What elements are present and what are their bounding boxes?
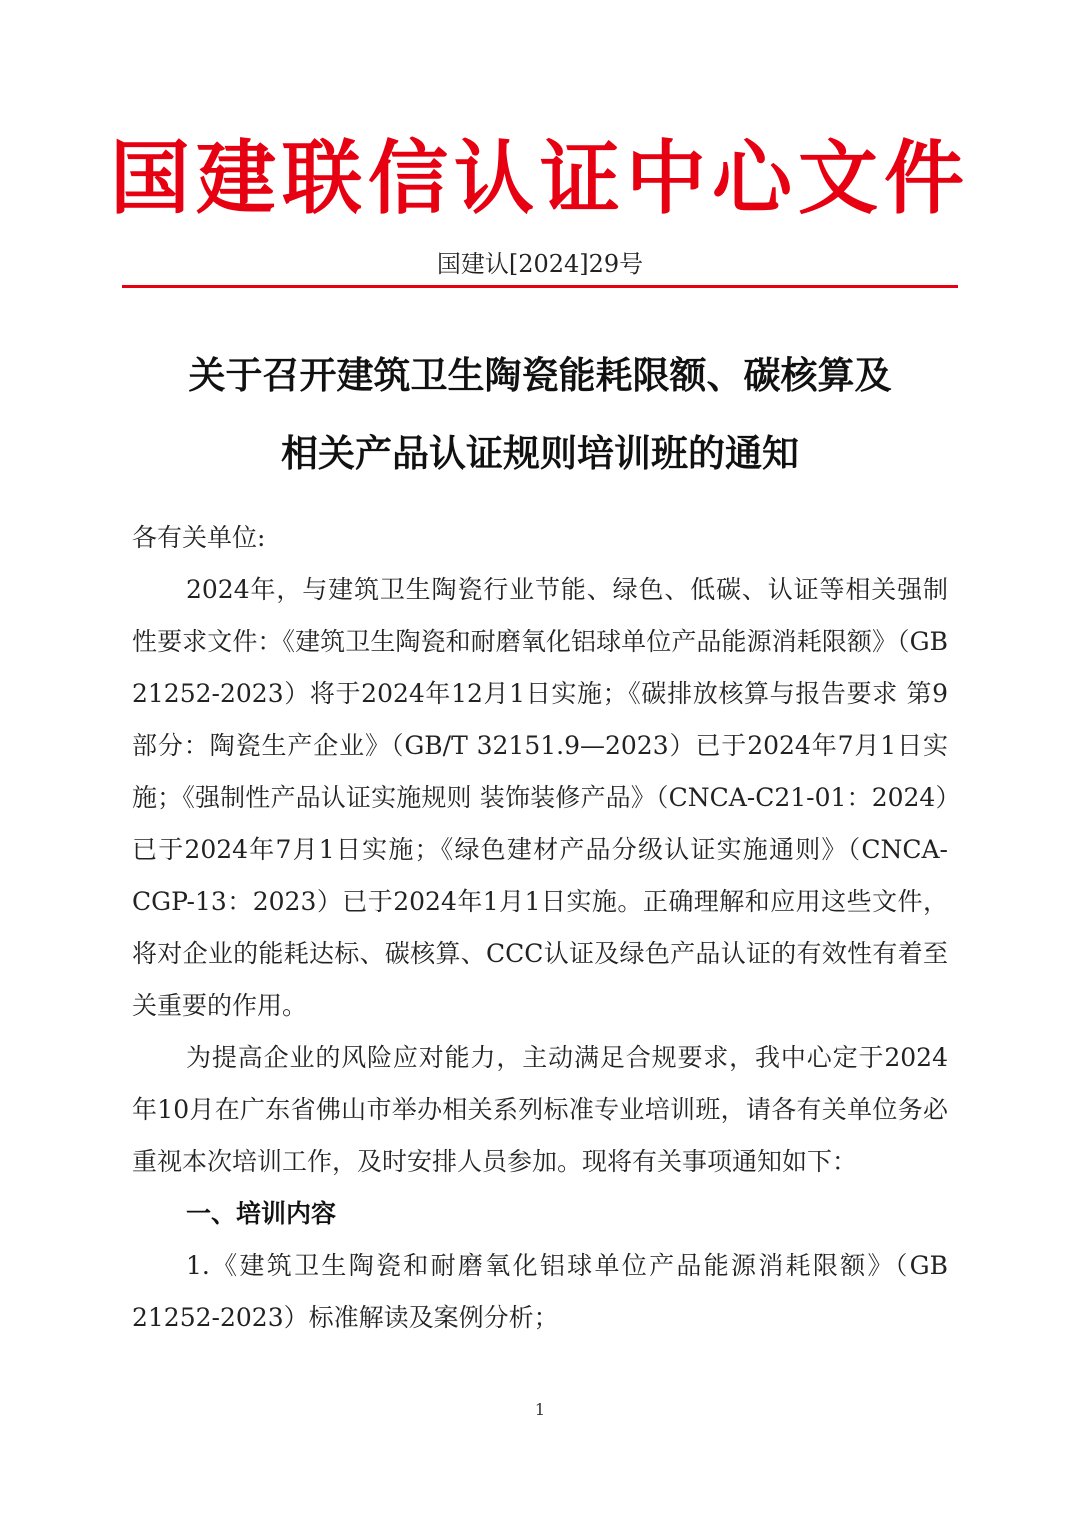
document-number: 国建认[2024]29号 bbox=[436, 250, 644, 278]
page-number: 1 bbox=[534, 1400, 546, 1419]
document-issuer-title: 国建联信认证中心文件 bbox=[110, 131, 970, 225]
salutation: 各有关单位: bbox=[132, 523, 266, 552]
document-body bbox=[132, 512, 948, 1344]
paragraph-2: 为提高企业的风险应对能力，主动满足合规要求，我中心定于2024年10月在广东省佛山市举办相关系列标准专业培训班，请各有关单位务必重视本次培训工作，及时安排人员参加。现将有关事项通知如下： bbox=[132, 1043, 948, 1176]
section-heading-training-content: 一、培训内容 bbox=[186, 1199, 337, 1228]
red-divider bbox=[122, 285, 958, 288]
paragraph-1: 2024年，与建筑卫生陶瓷行业节能、绿色、低碳、认证等相关强制性要求文件：《建筑卫生陶瓷和耐磨氧化铝球单位产品能源消耗限额》（GB 21252-2023）将于2024年12月1日实施；《碳排放核算与报告要求 第9部分：陶瓷生产企业》（GB/T 32151.9—2023）已于2024年7月1日实施；《强制性产品认证实施规则 装饰装修产品》（CNCA-C21-01：2024）已于2024年7月1日实施；《绿色建材产品分级认证实施通则》（CNCA-CGP-13：2023）已于2024年1月1日实施。正确理解和应用这些文件，将对企业的能耗达标、碳核算、CCC认证及绿色产品认证的有效性有着至关重要的作用。 bbox=[132, 575, 948, 1020]
list-item-1: 1.《建筑卫生陶瓷和耐磨氧化铝球单位产品能源消耗限额》（GB 21252-2023）标准解读及案例分析； bbox=[132, 1251, 948, 1332]
notice-title-line-1: 关于召开建筑卫生陶瓷能耗限额、碳核算及 bbox=[188, 354, 892, 397]
notice-title-line-2: 相关产品认证规则培训班的通知 bbox=[281, 432, 799, 475]
